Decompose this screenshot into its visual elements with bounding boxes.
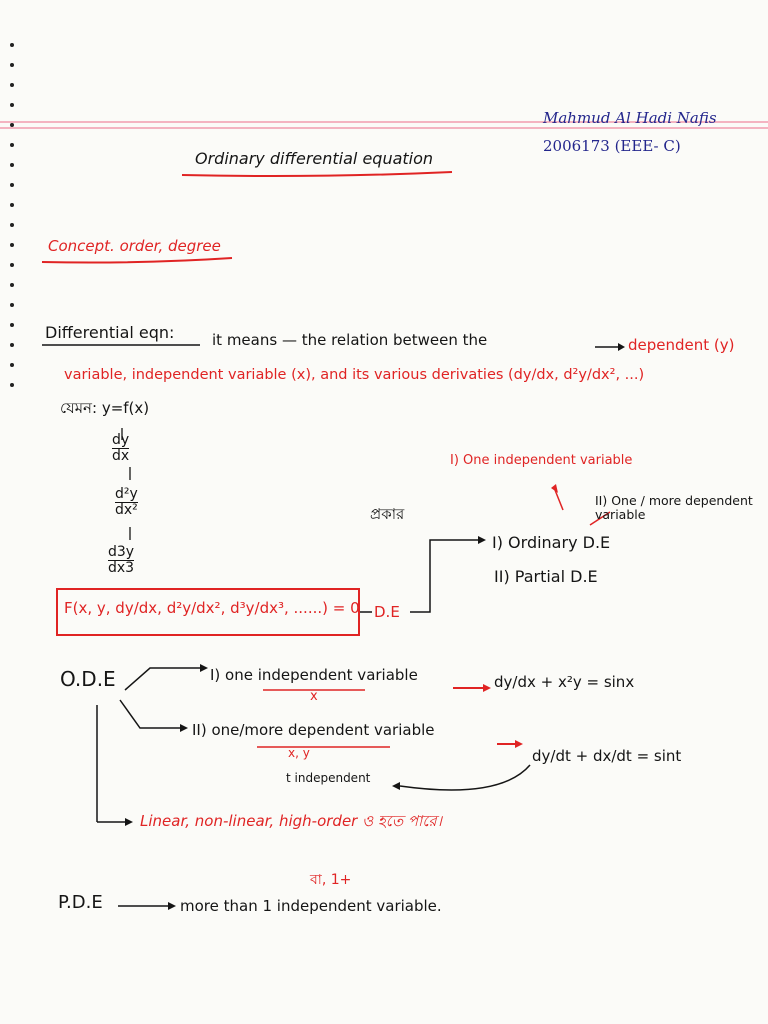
pde-annotation: বা, 1+	[310, 872, 352, 888]
ode-item-2-sub: x, y	[288, 746, 310, 760]
de-label: D.E	[374, 603, 400, 621]
ode-linear-note: Linear, non-linear, high-order ও হতে পারে।	[140, 812, 443, 830]
types-note-1: I) One independent variable	[450, 453, 633, 468]
example-label: যেমন: y=f(x)	[60, 399, 150, 417]
definition-line1: it means — the relation between the	[212, 331, 488, 349]
concept-heading: Concept. order, degree	[48, 237, 221, 255]
ode-eq-1: dy/dx + x²y = sinx	[494, 673, 635, 691]
general-de-equation: F(x, y, dy/dx, d²y/dx², d³y/dx³, ......) = 0	[64, 599, 360, 617]
type-partial: II) Partial D.E	[494, 567, 598, 586]
ode-item-2: II) one/more dependent variable	[192, 721, 435, 739]
types-heading: প্রকার	[370, 505, 405, 523]
definition-dependent: dependent (y)	[628, 336, 735, 354]
chain-derivative-3: d3y dx3	[108, 544, 135, 576]
ode-label: O.D.E	[60, 667, 116, 691]
chain-derivative-2: d²y dx²	[115, 486, 138, 518]
pde-label: P.D.E	[58, 892, 103, 913]
author-id: 2006173 (EEE- C)	[543, 137, 681, 155]
author-name: Mahmud Al Hadi Nafis	[543, 109, 717, 127]
page-title: Ordinary differential equation	[195, 149, 434, 168]
ode-t-independent: t independent	[286, 771, 371, 785]
ode-item-1: I) one independent variable	[210, 666, 418, 684]
types-note-2: II) One / more dependent variable	[595, 493, 753, 522]
pde-text: more than 1 independent variable.	[180, 897, 442, 915]
type-ordinary: I) Ordinary D.E	[492, 533, 611, 552]
definition-line2: variable, independent variable (x), and its various derivaties (dy/dx, d²y/dx², ...)	[64, 367, 645, 383]
ode-eq-2: dy/dt + dx/dt = sint	[532, 747, 682, 765]
definition-term: Differential eqn:	[45, 323, 175, 342]
chain-derivative-1: dy dx	[112, 432, 130, 464]
ode-item-1-sub: x	[310, 689, 318, 704]
